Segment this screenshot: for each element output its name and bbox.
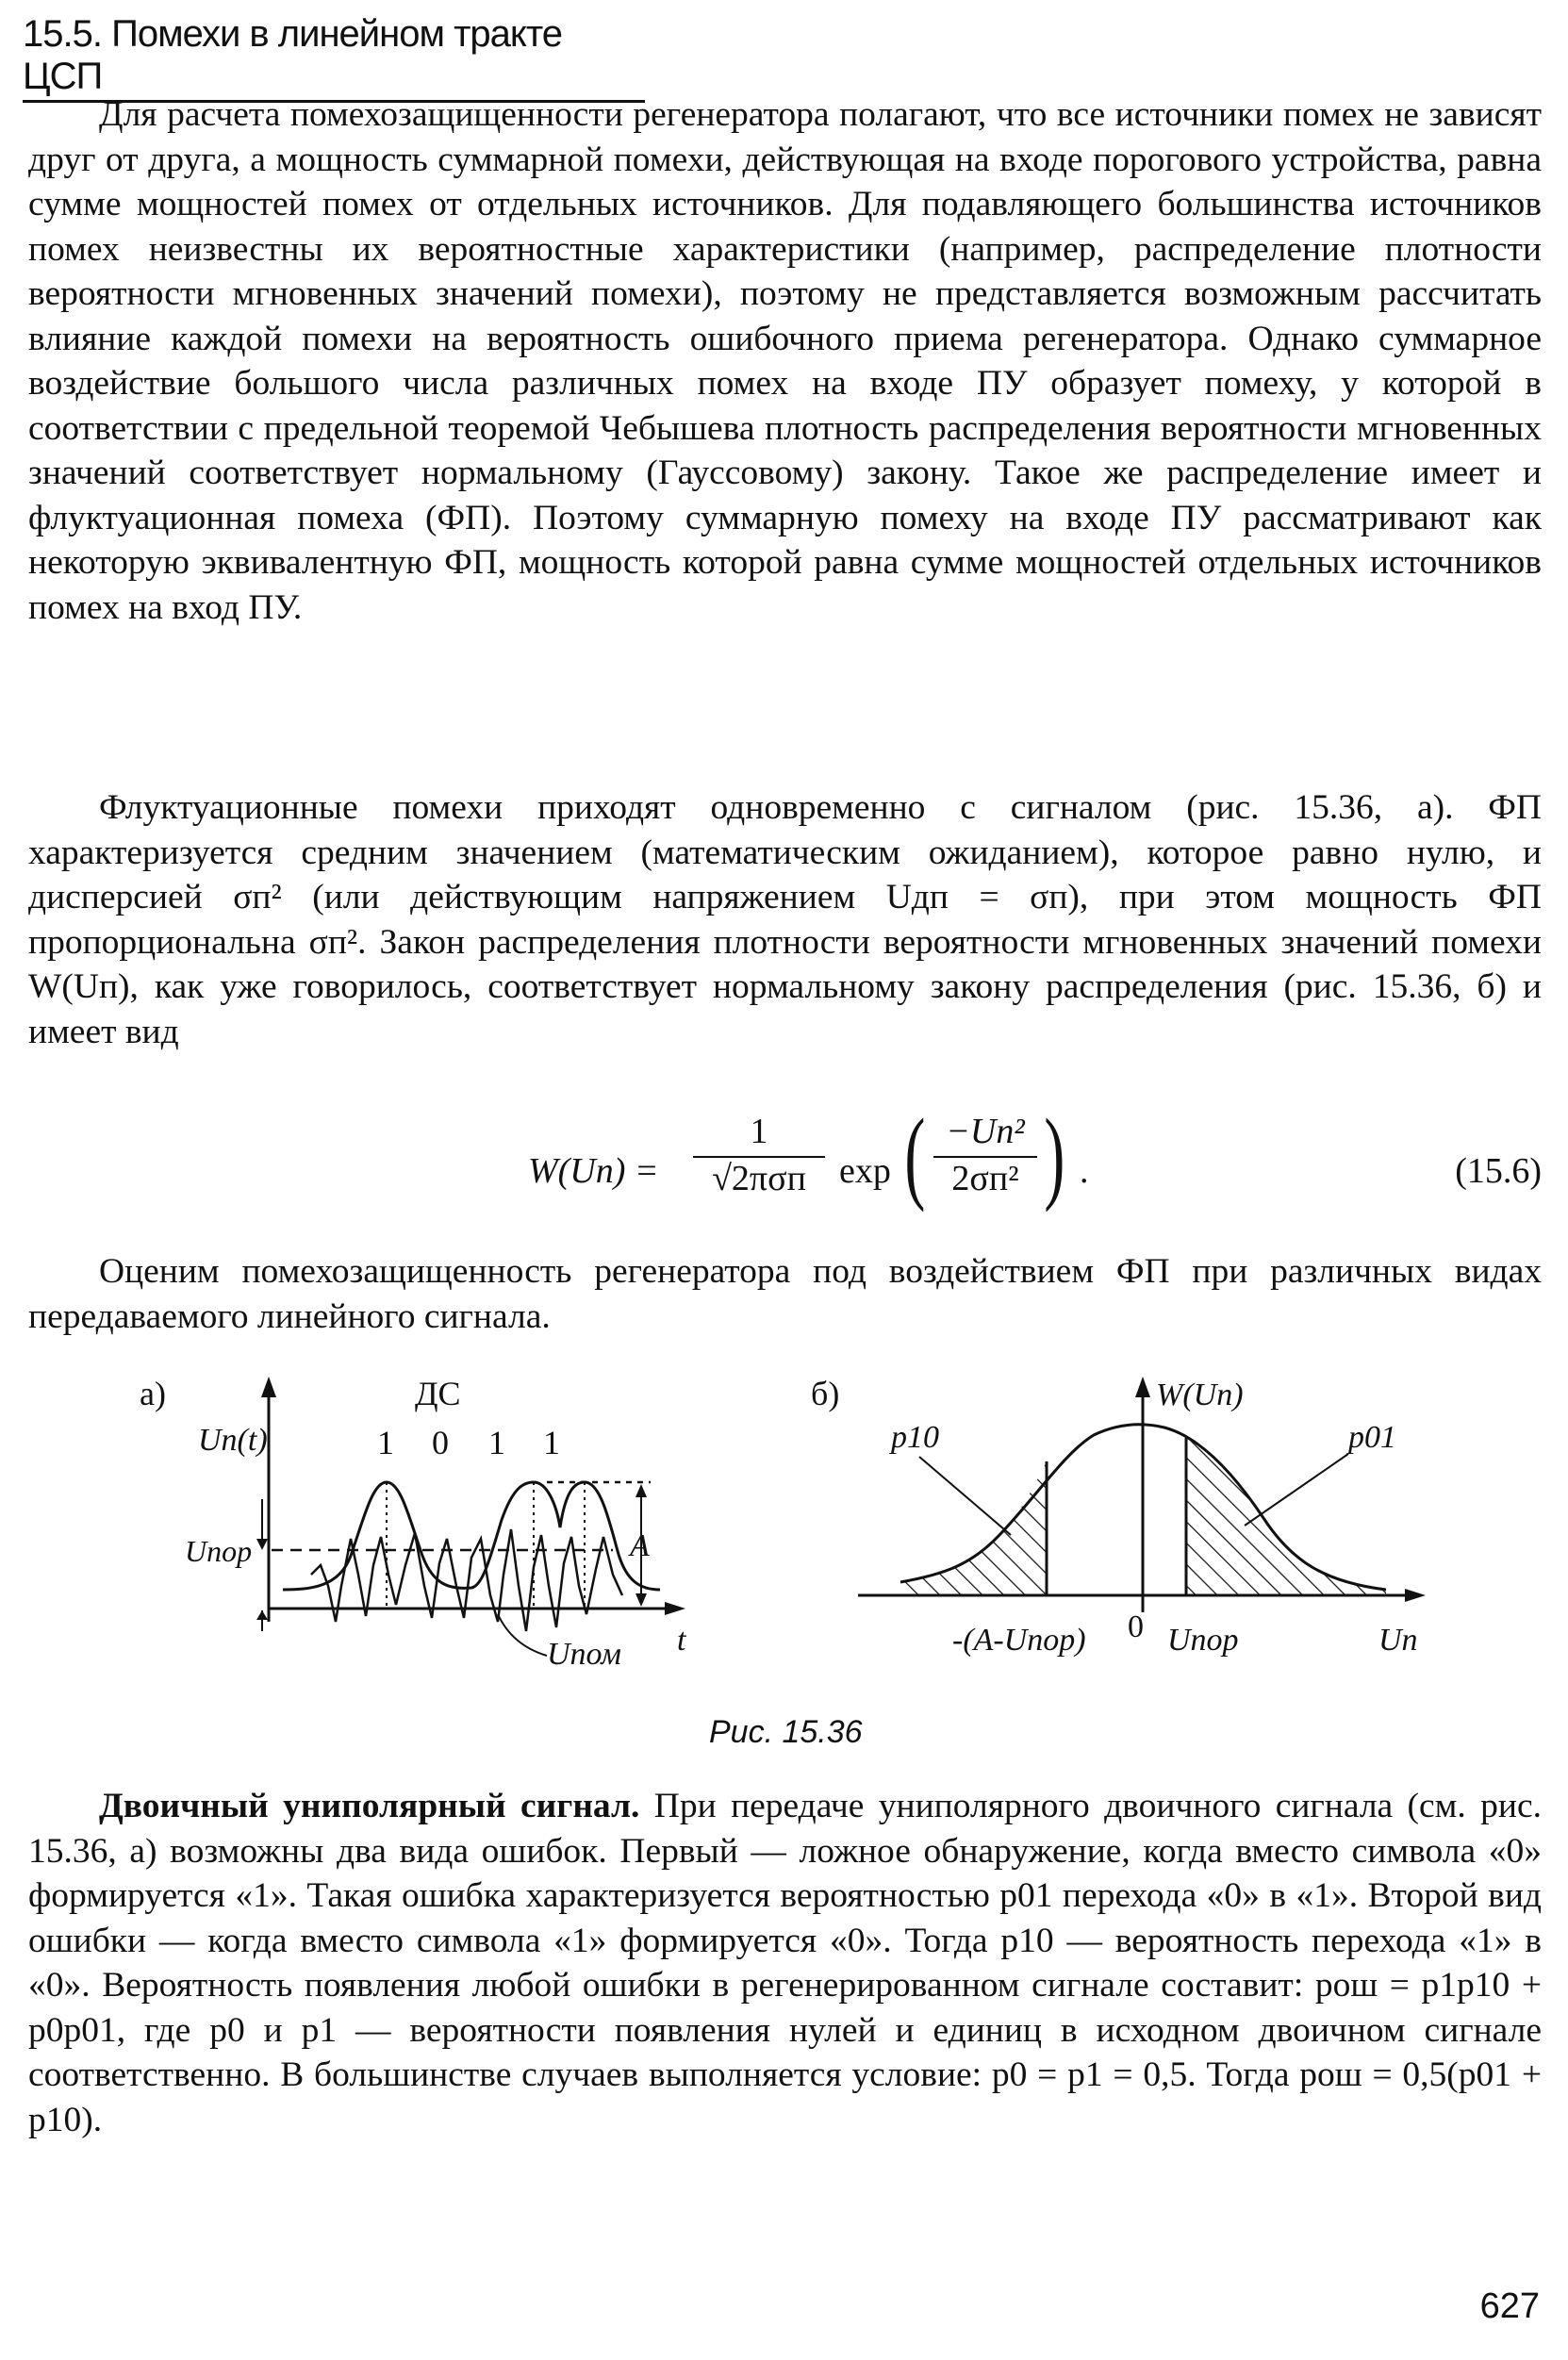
paragraph-4-body: При передаче униполярного двоичного сигнала (см. рис. 15.36, а) возможны два вида ошибок. Первый — ложное обнаружение, когда вместо символа «0» формируется «1». Такая ошибка характеризуется вероятностью p01 перехода «0» в «1». Второй вид ошибки — когда вместо символа «1» формируется «0». Тогда p10 — вероятность перехода «1» в «0». Вероятность появления любой ошибки в регенерированном сигнале составит: pош = p1p10 + p0p01, где p0 и p1 — вероятности появления нулей и единиц в исходном двоичном сигнале соответственно. В большинстве случаев выполняется условие: p0 = p1 = 0,5. Тогда pош = 0,5(p01 + p10). <box>28 1787 1543 2139</box>
running-header: 15.5. Помехи в линейном тракте ЦСП <box>23 13 645 103</box>
figure-a-label: а) <box>140 1375 166 1412</box>
figure-a-bit-2: 0 <box>432 1424 449 1461</box>
figure-a-x-arrow <box>665 1602 685 1615</box>
figure-a-bit-3: 1 <box>488 1424 505 1461</box>
figure-a-threshold-label: Uпор <box>185 1534 253 1568</box>
formula-end: . <box>1080 1151 1089 1191</box>
figure-a <box>140 1375 687 1672</box>
figure-a-ylabel: Uп(t) <box>198 1423 268 1458</box>
formula-frac1-numerator: 1 <box>693 1111 825 1158</box>
formula-paren-right: ) <box>1044 1097 1065 1213</box>
figure-b-zero: 0 <box>1128 1609 1144 1644</box>
figure-b-y-arrow <box>1135 1377 1150 1397</box>
page-number: 627 <box>1479 2286 1540 2326</box>
figure-b-p10-label: p10 <box>891 1420 939 1455</box>
figure-b-label: б) <box>811 1375 840 1412</box>
figure-a-signal <box>283 1482 660 1590</box>
formula-frac2-numerator: −Uп² <box>933 1111 1037 1158</box>
paragraph-2: Флуктуационные помехи приходят одновременно с сигналом (рис. 15.36, а). ФП характеризуется средним значением (математическим ожиданием), которое равно нулю, и дисперсией σп² (или действующим напряжением Uдп = σп), при этом мощность ФП пропорциональна σп². Закон распределения плотности вероятности мгновенных значений помехи W(Uп), как уже говорилось, соответствует нормальному закону распределения (рис. 15.36, б) и имеет вид <box>28 788 1542 1051</box>
figure-15-36 <box>0 1339 1568 1716</box>
figure-caption: Рис. 15.36 <box>709 1714 863 1750</box>
formula-frac1-denominator: √2πσп <box>712 1159 806 1198</box>
figure-a-title: ДС <box>415 1375 461 1412</box>
figure-b-xlabel: Uп <box>1378 1623 1418 1658</box>
paragraph-4 <box>28 1784 1542 2142</box>
formula-paren-left: ( <box>904 1097 926 1213</box>
figure-a-bit-1: 1 <box>377 1424 394 1461</box>
figure-b-left-tick: -(A-Uпор) <box>952 1623 1086 1658</box>
figure-b-right-tick: Uпор <box>1167 1623 1239 1658</box>
figure-a-amplitude-label: A <box>630 1528 650 1563</box>
figure-b-x-arrow <box>1405 1589 1426 1602</box>
formula-lhs: W(Uп) = <box>528 1151 659 1191</box>
paragraph-3: Оценим помехозащищенность регенератора под воздействием ФП при различных видах передаваемого линейного сигнала. <box>28 1252 1542 1336</box>
figure-a-noise <box>311 1529 622 1631</box>
formula-exp: exp <box>839 1151 891 1191</box>
formula-fraction-1 <box>693 1111 825 1199</box>
figure-a-noise-label: Uпом <box>547 1637 621 1672</box>
figure-b <box>811 1375 1426 1658</box>
figure-a-xlabel: t <box>677 1623 686 1658</box>
paragraph-1: Для расчета помехозащищенности регенератора полагают, что все источники помех не зависят друг от друга, а мощность суммарной помехи, действующая на входе порогового устройства, равна сумме мощностей помех от отдельных источников. Для подавляющего большинства источников помех неизвестны их вероятностные характеристики (например, распределение плотности вероятности мгновенных значений помехи), поэтому не представляется возможным рассчитать влияние каждой помехи на вероятность ошибочного приема регенератора. Однако суммарное воздействие большого числа различных помех на входе ПУ образует помеху, у которой в соответствии с предельной теоремой Чебышева плотность распределения вероятности мгновенных значений соответствует нормальному (Гауссовому) закону. Такое же распределение имеет и флуктуационная помеха (ФП). Поэтому суммарную помеху на входе ПУ рассматривают как некоторую эквивалентную ФП, мощность которой равна сумме мощностей отдельных источников помех на вход ПУ. <box>28 95 1542 627</box>
formula-number: (15.6) <box>1455 1151 1542 1191</box>
figure-b-ylabel: W(Uп) <box>1156 1378 1244 1412</box>
figure-a-bit-4: 1 <box>543 1424 560 1461</box>
formula-15-6 <box>528 1097 1542 1243</box>
formula-frac2-denominator: 2σп² <box>951 1159 1019 1198</box>
paragraph-4-heading: Двоичный униполярный сигнал. <box>99 1787 640 1825</box>
formula-fraction-2 <box>933 1111 1037 1199</box>
figure-b-p01-label: p01 <box>1348 1420 1396 1455</box>
figure-b-area-p10 <box>900 1461 1047 1595</box>
figure-a-y-arrow <box>261 1377 276 1397</box>
